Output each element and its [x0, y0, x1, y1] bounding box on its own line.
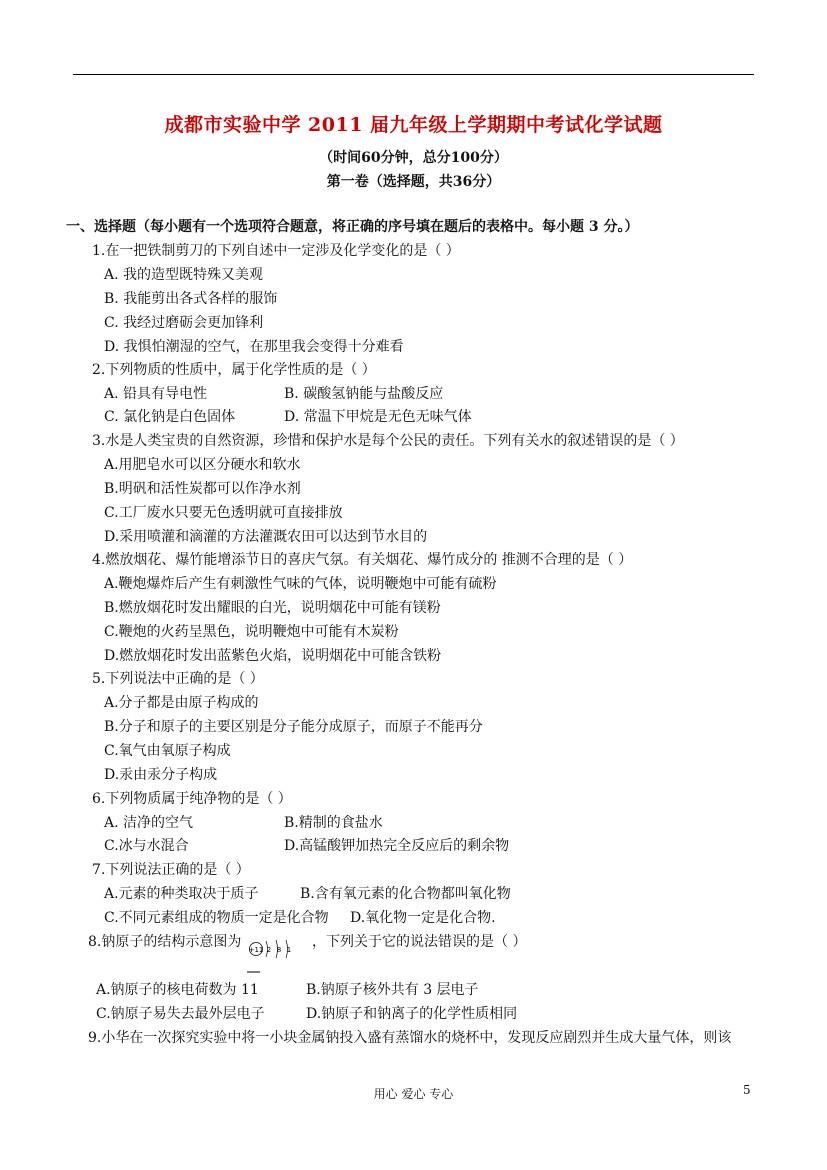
option-1b: B. 我能剪出各式各样的服饰	[104, 291, 278, 307]
option-5d: D.汞由汞分子构成	[104, 767, 218, 783]
question-8: 8.钠原子的结构示意图为	[88, 934, 242, 950]
option-3b: B.明矾和活性炭都可以作净水剂	[104, 481, 301, 497]
option-6d: D.高锰酸钾加热完全反应后的剩余物	[284, 838, 510, 854]
option-7a: A.元素的种类取决于质子	[104, 886, 259, 902]
option-4d: D.燃放烟花时发出蓝紫色火焰，说明烟花中可能含铁粉	[104, 648, 442, 664]
footer-motto: 用心 爱心 专心	[373, 1087, 454, 1101]
time-note: （时间60分钟，总分100分）	[319, 150, 508, 166]
document-title: 成都市实验中学 2011 届九年级上学期期中考试化学试题	[164, 114, 663, 136]
option-5b: B.分子和原子的主要区别是分子能分成原子，而原子不能再分	[104, 719, 483, 735]
option-6a: A. 洁净的空气	[104, 815, 194, 831]
option-2a: A. 铅具有导电性	[104, 386, 208, 402]
option-6b: B.精制的食盐水	[284, 815, 383, 831]
page-number: 5	[743, 1083, 751, 1097]
shell-electrons-2: 8	[276, 946, 282, 954]
question-4: 4.燃放烟花、爆竹能增添节日的喜庆气氛。有关烟花、爆竹成分的 推测不合理的是（ ）	[92, 552, 633, 568]
question-7: 7.下列说法正确的是（ ）	[92, 862, 250, 878]
question-5: 5.下列说法中正确的是（ ）	[92, 671, 264, 687]
option-7b: B.含有氧元素的化合物都叫氧化物	[300, 886, 511, 902]
question-3: 3.水是人类宝贵的自然资源，珍惜和保护水是每个公民的责任。下列有关水的叙述错误的是（ ）	[92, 433, 684, 449]
option-5a: A.分子都是由原子构成的	[104, 695, 259, 711]
option-5c: C.氧气由氧原子构成	[104, 743, 231, 759]
option-3c: C.工厂废水只要无色透明就可直接排放	[104, 505, 343, 521]
option-3d: D.采用喷灌和滴灌的方法灌溉农田可以达到节水目的	[104, 529, 428, 545]
question-9: 9.小华在一次探究实验中将一小块金属钠投入盛有蒸馏水的烧杯中，发现反应剧烈并生成大量气体，则该	[88, 1030, 732, 1046]
option-7c: C.不同元素组成的物质一定是化合物	[104, 910, 329, 926]
volume-heading: 第一卷（选择题，共36分）	[326, 174, 501, 190]
option-4c: C.鞭炮的火药呈黑色，说明鞭炮中可能有木炭粉	[104, 624, 399, 640]
option-8b: B.钠原子核外共有 3 层电子	[306, 982, 479, 998]
shell-electrons-3: 1	[286, 946, 292, 954]
option-7d: D.氧化物一定是化合物.	[350, 910, 496, 926]
option-4b: B.燃放烟花时发出耀眼的白光，说明烟花中可能有镁粉	[104, 600, 441, 616]
option-2b: B. 碳酸氢钠能与盐酸反应	[284, 386, 444, 402]
option-3a: A.用肥皂水可以区分硬水和软水	[104, 457, 301, 473]
option-2c: C. 氯化钠是白色固体	[104, 409, 236, 425]
shell-electrons-1: 2	[266, 946, 272, 954]
option-8c: C.钠原子易失去最外层电子	[96, 1006, 265, 1022]
question-2: 2.下列物质的性质中，属于化学性质的是（ ）	[92, 362, 376, 378]
header-rule	[73, 74, 754, 75]
option-4a: A.鞭炮爆炸后产生有刺激性气味的气体，说明鞭炮中可能有硫粉	[104, 576, 497, 592]
nucleus-charge: +11	[248, 946, 264, 954]
option-6c: C.冰与水混合	[104, 838, 189, 854]
question-1: 1.在一把铁制剪刀的下列自述中一定涉及化学变化的是（ ）	[92, 243, 460, 259]
option-1a: A. 我的造型既特殊又美观	[104, 267, 264, 283]
option-8d: D.钠原子和钠离子的化学性质相同	[306, 1006, 518, 1022]
section-heading: 一、选择题（每小题有一个选项符合题意，将正确的序号填在题后的表格中。每小题 3 分。）	[66, 219, 639, 235]
option-2d: D. 常温下甲烷是无色无味气体	[284, 409, 472, 425]
sodium-atom-diagram	[246, 937, 310, 977]
option-1d: D. 我惧怕潮湿的空气，在那里我会变得十分难看	[104, 339, 404, 355]
question-6: 6.下列物质属于纯净物的是（ ）	[92, 791, 292, 807]
option-1c: C. 我经过磨砺会更加锋利	[104, 315, 264, 331]
option-8a: A.钠原子的核电荷数为 11	[96, 982, 259, 998]
question-8-continued: ，下列关于它的说法错误的是（ ）	[312, 934, 527, 950]
